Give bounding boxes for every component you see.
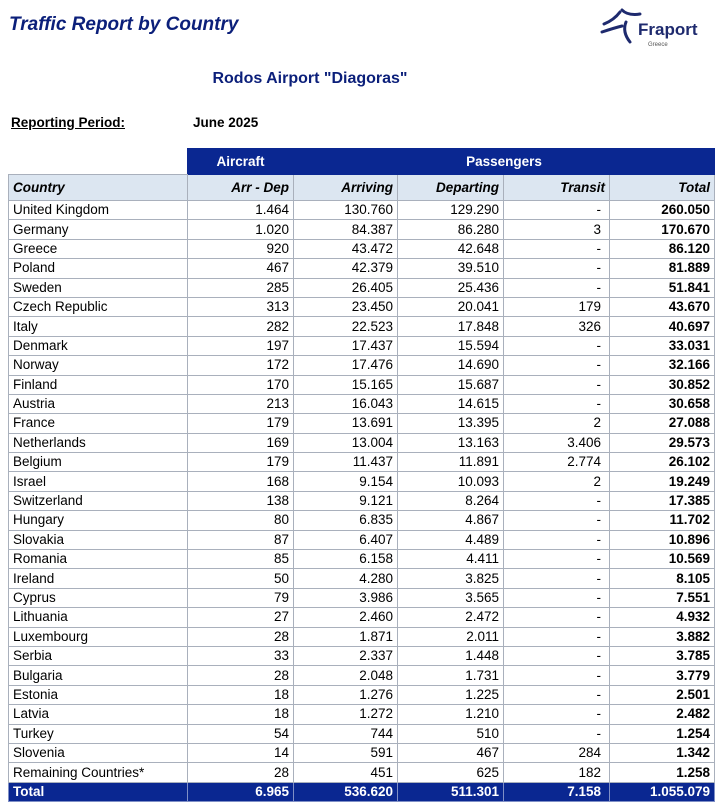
departing-cell: 129.290 bbox=[398, 201, 504, 220]
col-departing: Departing bbox=[398, 175, 504, 201]
total-cell: 86.120 bbox=[610, 239, 715, 258]
country-cell: Slovenia bbox=[9, 743, 188, 762]
transit-cell: - bbox=[504, 705, 610, 724]
table-row bbox=[9, 356, 715, 375]
departing-cell: 17.848 bbox=[398, 317, 504, 336]
fraport-logo bbox=[600, 4, 710, 52]
total-cell: 30.658 bbox=[610, 394, 715, 413]
country-cell: Slovakia bbox=[9, 530, 188, 549]
table-row bbox=[9, 414, 715, 433]
total-cell: 170.670 bbox=[610, 220, 715, 239]
transit-cell: - bbox=[504, 491, 610, 510]
total-arriving-cell: 536.620 bbox=[294, 782, 398, 801]
transit-cell: 179 bbox=[504, 297, 610, 316]
table-row bbox=[9, 724, 715, 743]
table-row bbox=[9, 743, 715, 762]
aircraft-cell: 33 bbox=[188, 646, 294, 665]
arriving-cell: 23.450 bbox=[294, 297, 398, 316]
total-cell: 10.569 bbox=[610, 550, 715, 569]
total-transit-cell: 7.158 bbox=[504, 782, 610, 801]
table-row bbox=[9, 627, 715, 646]
country-cell: Romania bbox=[9, 550, 188, 569]
arriving-cell: 42.379 bbox=[294, 259, 398, 278]
transit-cell: - bbox=[504, 685, 610, 704]
table-row bbox=[9, 705, 715, 724]
arriving-cell: 13.004 bbox=[294, 433, 398, 452]
transit-cell: 326 bbox=[504, 317, 610, 336]
total-cell: 3.882 bbox=[610, 627, 715, 646]
aircraft-cell: 197 bbox=[188, 336, 294, 355]
table-row bbox=[9, 646, 715, 665]
table-row bbox=[9, 511, 715, 530]
transit-cell: - bbox=[504, 646, 610, 665]
aircraft-cell: 172 bbox=[188, 356, 294, 375]
transit-cell: 2 bbox=[504, 414, 610, 433]
departing-cell: 14.690 bbox=[398, 356, 504, 375]
departing-cell: 4.411 bbox=[398, 550, 504, 569]
total-cell: 1.258 bbox=[610, 763, 715, 782]
arriving-cell: 4.280 bbox=[294, 569, 398, 588]
transit-cell: - bbox=[504, 375, 610, 394]
aircraft-cell: 50 bbox=[188, 569, 294, 588]
total-cell: 11.702 bbox=[610, 511, 715, 530]
total-country-cell: Total bbox=[9, 782, 188, 801]
aircraft-cell: 18 bbox=[188, 705, 294, 724]
country-cell: France bbox=[9, 414, 188, 433]
aircraft-cell: 467 bbox=[188, 259, 294, 278]
country-cell: Israel bbox=[9, 472, 188, 491]
country-cell: Lithuania bbox=[9, 608, 188, 627]
total-cell: 8.105 bbox=[610, 569, 715, 588]
arriving-cell: 2.337 bbox=[294, 646, 398, 665]
arriving-cell: 2.460 bbox=[294, 608, 398, 627]
total-cell: 4.932 bbox=[610, 608, 715, 627]
table-row bbox=[9, 530, 715, 549]
country-cell: Austria bbox=[9, 394, 188, 413]
departing-cell: 14.615 bbox=[398, 394, 504, 413]
departing-cell: 39.510 bbox=[398, 259, 504, 278]
transit-cell: - bbox=[504, 336, 610, 355]
total-cell: 33.031 bbox=[610, 336, 715, 355]
table-row bbox=[9, 336, 715, 355]
logo-subtext: Greece bbox=[648, 42, 668, 48]
departing-cell: 15.594 bbox=[398, 336, 504, 355]
arriving-cell: 6.835 bbox=[294, 511, 398, 530]
table-row bbox=[9, 259, 715, 278]
transit-cell: - bbox=[504, 239, 610, 258]
arriving-cell: 9.121 bbox=[294, 491, 398, 510]
departing-cell: 13.395 bbox=[398, 414, 504, 433]
aircraft-cell: 285 bbox=[188, 278, 294, 297]
transit-cell: - bbox=[504, 394, 610, 413]
aircraft-cell: 179 bbox=[188, 414, 294, 433]
transit-cell: - bbox=[504, 569, 610, 588]
departing-cell: 86.280 bbox=[398, 220, 504, 239]
transit-cell: 2.774 bbox=[504, 453, 610, 472]
reporting-period-label: Reporting Period: bbox=[11, 115, 125, 130]
aircraft-cell: 87 bbox=[188, 530, 294, 549]
aircraft-cell: 170 bbox=[188, 375, 294, 394]
departing-cell: 510 bbox=[398, 724, 504, 743]
table-row bbox=[9, 239, 715, 258]
arriving-cell: 1.871 bbox=[294, 627, 398, 646]
arriving-cell: 744 bbox=[294, 724, 398, 743]
transit-cell: - bbox=[504, 278, 610, 297]
departing-cell: 3.825 bbox=[398, 569, 504, 588]
total-cell: 7.551 bbox=[610, 588, 715, 607]
total-cell: 29.573 bbox=[610, 433, 715, 452]
total-cell: 27.088 bbox=[610, 414, 715, 433]
total-cell: 3.779 bbox=[610, 666, 715, 685]
table-row bbox=[9, 588, 715, 607]
arriving-cell: 13.691 bbox=[294, 414, 398, 433]
departing-cell: 4.489 bbox=[398, 530, 504, 549]
transit-cell: - bbox=[504, 201, 610, 220]
arriving-cell: 6.158 bbox=[294, 550, 398, 569]
column-header-row bbox=[9, 175, 715, 201]
arriving-cell: 22.523 bbox=[294, 317, 398, 336]
total-cell: 40.697 bbox=[610, 317, 715, 336]
departing-cell: 42.648 bbox=[398, 239, 504, 258]
departing-cell: 467 bbox=[398, 743, 504, 762]
blank-header-cell bbox=[9, 149, 188, 175]
country-cell: Denmark bbox=[9, 336, 188, 355]
aircraft-cell: 282 bbox=[188, 317, 294, 336]
country-cell: Netherlands bbox=[9, 433, 188, 452]
aircraft-cell: 54 bbox=[188, 724, 294, 743]
aircraft-cell: 18 bbox=[188, 685, 294, 704]
country-cell: Greece bbox=[9, 239, 188, 258]
table-row bbox=[9, 550, 715, 569]
col-arr-dep: Arr - Dep bbox=[188, 175, 294, 201]
departing-cell: 10.093 bbox=[398, 472, 504, 491]
country-cell: Turkey bbox=[9, 724, 188, 743]
arriving-cell: 26.405 bbox=[294, 278, 398, 297]
table-row bbox=[9, 569, 715, 588]
total-cell: 51.841 bbox=[610, 278, 715, 297]
transit-cell: 2 bbox=[504, 472, 610, 491]
aircraft-cell: 28 bbox=[188, 627, 294, 646]
total-cell: 260.050 bbox=[610, 201, 715, 220]
arriving-cell: 9.154 bbox=[294, 472, 398, 491]
aircraft-cell: 168 bbox=[188, 472, 294, 491]
traffic-table bbox=[8, 148, 715, 802]
country-cell: Ireland bbox=[9, 569, 188, 588]
country-cell: Switzerland bbox=[9, 491, 188, 510]
departing-cell: 4.867 bbox=[398, 511, 504, 530]
country-cell: Luxembourg bbox=[9, 627, 188, 646]
table-row bbox=[9, 220, 715, 239]
aircraft-cell: 313 bbox=[188, 297, 294, 316]
arriving-cell: 43.472 bbox=[294, 239, 398, 258]
arriving-cell: 17.437 bbox=[294, 336, 398, 355]
table-row bbox=[9, 278, 715, 297]
aircraft-cell: 138 bbox=[188, 491, 294, 510]
col-arriving: Arriving bbox=[294, 175, 398, 201]
table-row bbox=[9, 433, 715, 452]
aircraft-cell: 920 bbox=[188, 239, 294, 258]
transit-cell: - bbox=[504, 356, 610, 375]
total-cell: 32.166 bbox=[610, 356, 715, 375]
country-cell: Latvia bbox=[9, 705, 188, 724]
country-cell: Cyprus bbox=[9, 588, 188, 607]
table-row bbox=[9, 375, 715, 394]
total-departing-cell: 511.301 bbox=[398, 782, 504, 801]
aircraft-cell: 1.020 bbox=[188, 220, 294, 239]
arriving-cell: 1.272 bbox=[294, 705, 398, 724]
logo-text: Fraport bbox=[638, 20, 698, 39]
transit-cell: - bbox=[504, 511, 610, 530]
aircraft-cell: 79 bbox=[188, 588, 294, 607]
total-cell: 2.501 bbox=[610, 685, 715, 704]
country-cell: Sweden bbox=[9, 278, 188, 297]
total-aircraft-cell: 6.965 bbox=[188, 782, 294, 801]
report-title: Traffic Report by Country bbox=[9, 14, 239, 35]
transit-cell: 182 bbox=[504, 763, 610, 782]
total-cell: 43.670 bbox=[610, 297, 715, 316]
aircraft-cell: 179 bbox=[188, 453, 294, 472]
country-cell: Germany bbox=[9, 220, 188, 239]
aircraft-cell: 28 bbox=[188, 666, 294, 685]
country-cell: United Kingdom bbox=[9, 201, 188, 220]
total-cell: 1.342 bbox=[610, 743, 715, 762]
transit-cell: 284 bbox=[504, 743, 610, 762]
departing-cell: 1.448 bbox=[398, 646, 504, 665]
col-transit: Transit bbox=[504, 175, 610, 201]
aircraft-cell: 28 bbox=[188, 763, 294, 782]
reporting-period-value: June 2025 bbox=[193, 115, 259, 130]
arriving-cell: 84.387 bbox=[294, 220, 398, 239]
table-row bbox=[9, 453, 715, 472]
country-cell: Estonia bbox=[9, 685, 188, 704]
arriving-cell: 130.760 bbox=[294, 201, 398, 220]
airport-name: Rodos Airport "Diagoras" bbox=[212, 70, 408, 87]
table-row bbox=[9, 491, 715, 510]
aircraft-group-header: Aircraft bbox=[188, 149, 294, 175]
country-cell: Belgium bbox=[9, 453, 188, 472]
total-cell: 17.385 bbox=[610, 491, 715, 510]
aircraft-cell: 169 bbox=[188, 433, 294, 452]
arriving-cell: 15.165 bbox=[294, 375, 398, 394]
arriving-cell: 451 bbox=[294, 763, 398, 782]
col-country: Country bbox=[9, 175, 188, 201]
aircraft-cell: 80 bbox=[188, 511, 294, 530]
country-cell: Bulgaria bbox=[9, 666, 188, 685]
total-cell: 1.254 bbox=[610, 724, 715, 743]
departing-cell: 3.565 bbox=[398, 588, 504, 607]
arriving-cell: 11.437 bbox=[294, 453, 398, 472]
departing-cell: 8.264 bbox=[398, 491, 504, 510]
country-cell: Finland bbox=[9, 375, 188, 394]
table-row bbox=[9, 317, 715, 336]
passengers-group-header: Passengers bbox=[294, 149, 715, 175]
transit-cell: 3.406 bbox=[504, 433, 610, 452]
table-row bbox=[9, 666, 715, 685]
departing-cell: 25.436 bbox=[398, 278, 504, 297]
aircraft-cell: 85 bbox=[188, 550, 294, 569]
departing-cell: 2.011 bbox=[398, 627, 504, 646]
departing-cell: 625 bbox=[398, 763, 504, 782]
transit-cell: - bbox=[504, 627, 610, 646]
arriving-cell: 591 bbox=[294, 743, 398, 762]
total-cell: 30.852 bbox=[610, 375, 715, 394]
transit-cell: - bbox=[504, 724, 610, 743]
total-cell: 3.785 bbox=[610, 646, 715, 665]
country-cell: Hungary bbox=[9, 511, 188, 530]
departing-cell: 1.210 bbox=[398, 705, 504, 724]
total-total-cell: 1.055.079 bbox=[610, 782, 715, 801]
total-cell: 10.896 bbox=[610, 530, 715, 549]
departing-cell: 15.687 bbox=[398, 375, 504, 394]
arriving-cell: 17.476 bbox=[294, 356, 398, 375]
transit-cell: - bbox=[504, 608, 610, 627]
arriving-cell: 2.048 bbox=[294, 666, 398, 685]
total-cell: 81.889 bbox=[610, 259, 715, 278]
table-row bbox=[9, 394, 715, 413]
country-cell: Italy bbox=[9, 317, 188, 336]
transit-cell: 3 bbox=[504, 220, 610, 239]
transit-cell: - bbox=[504, 666, 610, 685]
departing-cell: 11.891 bbox=[398, 453, 504, 472]
table-row bbox=[9, 685, 715, 704]
aircraft-cell: 27 bbox=[188, 608, 294, 627]
transit-cell: - bbox=[504, 550, 610, 569]
table-row bbox=[9, 297, 715, 316]
departing-cell: 2.472 bbox=[398, 608, 504, 627]
departing-cell: 20.041 bbox=[398, 297, 504, 316]
country-cell: Remaining Countries* bbox=[9, 763, 188, 782]
arriving-cell: 1.276 bbox=[294, 685, 398, 704]
table-row bbox=[9, 763, 715, 782]
total-row bbox=[9, 782, 715, 801]
table-row bbox=[9, 201, 715, 220]
transit-cell: - bbox=[504, 588, 610, 607]
group-header-row bbox=[9, 149, 715, 175]
table-row bbox=[9, 472, 715, 491]
arriving-cell: 16.043 bbox=[294, 394, 398, 413]
total-cell: 26.102 bbox=[610, 453, 715, 472]
departing-cell: 1.731 bbox=[398, 666, 504, 685]
transit-cell: - bbox=[504, 530, 610, 549]
total-cell: 19.249 bbox=[610, 472, 715, 491]
transit-cell: - bbox=[504, 259, 610, 278]
arriving-cell: 3.986 bbox=[294, 588, 398, 607]
country-cell: Serbia bbox=[9, 646, 188, 665]
departing-cell: 1.225 bbox=[398, 685, 504, 704]
country-cell: Norway bbox=[9, 356, 188, 375]
total-cell: 2.482 bbox=[610, 705, 715, 724]
aircraft-cell: 213 bbox=[188, 394, 294, 413]
aircraft-cell: 1.464 bbox=[188, 201, 294, 220]
country-cell: Poland bbox=[9, 259, 188, 278]
departing-cell: 13.163 bbox=[398, 433, 504, 452]
country-cell: Czech Republic bbox=[9, 297, 188, 316]
col-total: Total bbox=[610, 175, 715, 201]
table-row bbox=[9, 608, 715, 627]
arriving-cell: 6.407 bbox=[294, 530, 398, 549]
aircraft-cell: 14 bbox=[188, 743, 294, 762]
